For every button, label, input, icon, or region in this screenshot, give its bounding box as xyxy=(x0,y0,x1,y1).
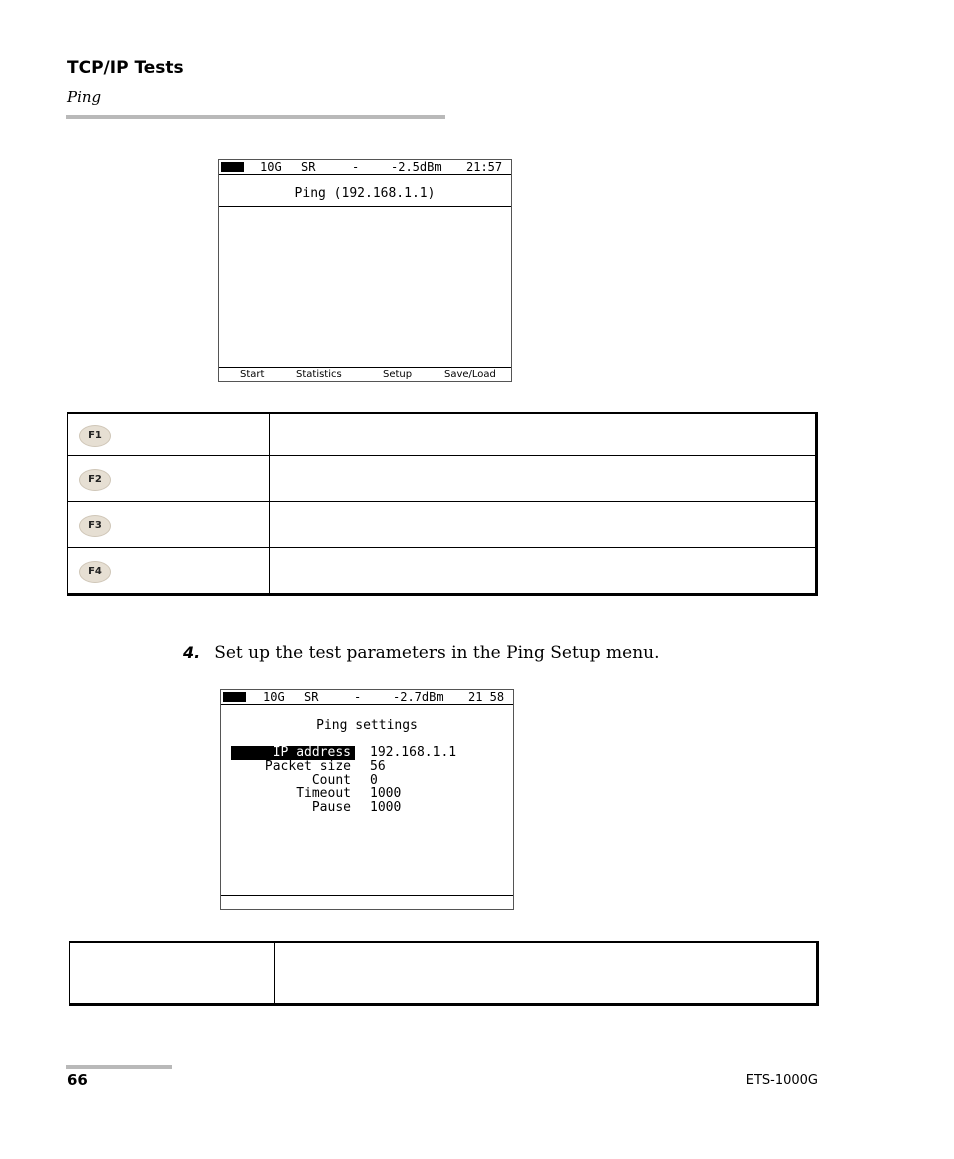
header-rule xyxy=(66,115,445,119)
status-dash: - xyxy=(354,690,362,704)
f4-description xyxy=(270,548,817,595)
page-number: 66 xyxy=(67,1071,88,1089)
footer-rule xyxy=(66,1065,172,1069)
setting-label: Packet size xyxy=(264,759,351,774)
status-bar xyxy=(219,160,511,175)
table-cell xyxy=(70,942,275,1005)
f2-key-icon: F2 xyxy=(79,469,111,491)
table-row xyxy=(70,942,818,1005)
softkey-start[interactable]: Start xyxy=(240,369,265,380)
step-text: Set up the test parameters in the Ping Setup menu. xyxy=(214,643,660,663)
settings-description-table xyxy=(69,941,819,1006)
softkey-bar xyxy=(219,367,511,381)
status-optic: SR xyxy=(301,160,316,174)
status-power: -2.7dBm xyxy=(393,690,444,704)
status-dash: - xyxy=(352,160,360,174)
function-key-table xyxy=(67,412,818,596)
setting-value[interactable]: 0 xyxy=(370,773,378,788)
status-time: 21 58 xyxy=(468,690,505,704)
status-optic: SR xyxy=(304,690,319,704)
setting-label: Timeout xyxy=(296,786,351,801)
f4-key-icon: F4 xyxy=(79,561,111,583)
status-bar xyxy=(221,690,513,705)
setting-value[interactable]: 1000 xyxy=(370,800,402,815)
status-rate: 10G xyxy=(263,690,285,704)
title-divider xyxy=(219,206,511,207)
step-number: 4. xyxy=(183,643,201,662)
softkey-save-load[interactable]: Save/Load xyxy=(444,369,496,380)
f1-key-icon: F1 xyxy=(79,425,111,447)
f3-description xyxy=(270,502,817,548)
subsection-title: Ping xyxy=(67,88,102,106)
signal-envelope-icon xyxy=(223,692,246,702)
status-power: -2.5dBm xyxy=(391,160,442,174)
table-row xyxy=(68,502,817,548)
signal-envelope-icon xyxy=(221,162,244,172)
ping-main-screen xyxy=(218,159,512,382)
setting-value[interactable]: 192.168.1.1 xyxy=(370,745,457,760)
status-time: 21:57 xyxy=(466,160,503,174)
status-rate: 10G xyxy=(260,160,282,174)
screen-title: Ping settings xyxy=(316,718,418,733)
screen-title: Ping (192.168.1.1) xyxy=(294,186,436,201)
setting-label: Pause xyxy=(311,800,351,815)
f3-key-icon: F3 xyxy=(79,515,111,537)
setting-label: IP address xyxy=(231,746,355,760)
section-title: TCP/IP Tests xyxy=(67,58,184,78)
softkey-statistics[interactable]: Statistics xyxy=(296,369,342,380)
softkey-setup[interactable]: Setup xyxy=(383,369,413,380)
product-name: ETS-1000G xyxy=(745,1073,818,1088)
softkey-bar xyxy=(221,895,513,909)
table-row xyxy=(68,413,817,456)
f1-description xyxy=(270,413,817,456)
f2-description xyxy=(270,456,817,502)
ping-settings-screen xyxy=(220,689,514,910)
table-row xyxy=(68,456,817,502)
setting-label: Count xyxy=(311,773,351,788)
table-cell xyxy=(275,942,818,1005)
setting-value[interactable]: 1000 xyxy=(370,786,402,801)
step-instruction xyxy=(183,643,660,663)
table-row xyxy=(68,548,817,595)
setting-value[interactable]: 56 xyxy=(370,759,386,774)
